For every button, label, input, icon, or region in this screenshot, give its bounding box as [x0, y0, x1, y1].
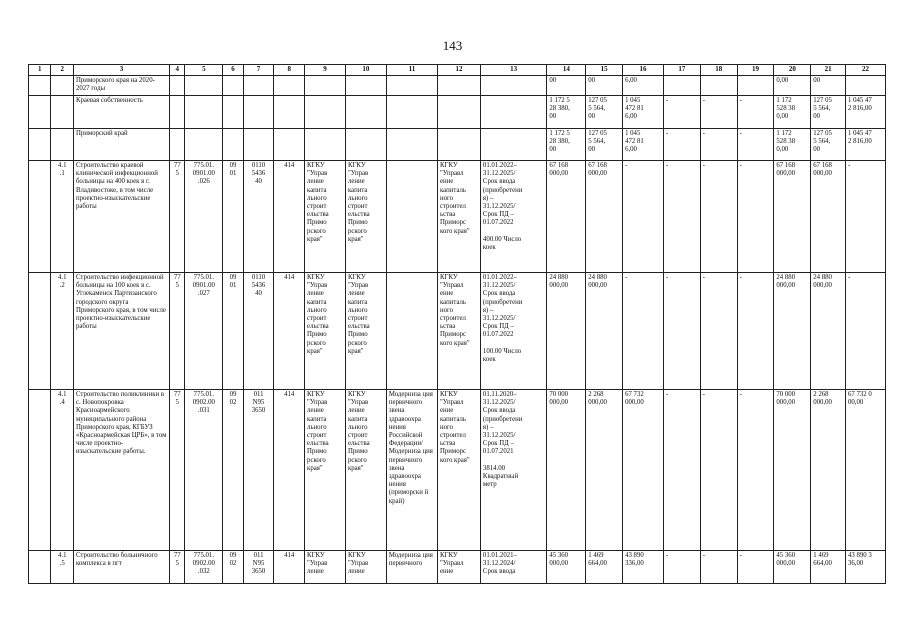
table-cell [29, 390, 51, 551]
table-cell: - [737, 96, 774, 129]
table-cell [185, 96, 223, 129]
table-row [29, 273, 886, 390]
column-header: 12 [437, 65, 480, 76]
table-cell: 414 [274, 161, 305, 273]
table-cell [663, 76, 700, 96]
table-cell: КГКУ "Управ ление капита льного строит ельства Примо рского края" [345, 161, 386, 273]
column-header: 15 [586, 65, 623, 76]
column-header: 18 [700, 65, 737, 76]
table-cell: 1 045 472 81 6,00 [623, 96, 664, 129]
table-cell: 67 732 0 00,00 [845, 390, 885, 551]
table-cell: КГКУ "Управ ление [345, 551, 386, 584]
column-header: 4 [170, 65, 185, 76]
table-cell: 0110 5436 40 [243, 273, 274, 390]
table-cell [51, 129, 73, 161]
column-header: 5 [185, 65, 223, 76]
table-cell: 011 N95 3650 [243, 551, 274, 584]
table-cell: Строительство краевой клинической инфекционной больницы на 400 коек в г. Владивостоке, в том числе проектно-изыскательские работы [73, 161, 169, 273]
table-cell: 24 880 000,00 [811, 273, 846, 390]
table-cell: 2 268 000,00 [586, 390, 623, 551]
table-cell: - [663, 161, 700, 273]
table-cell: - [663, 551, 700, 584]
table-cell [185, 129, 223, 161]
table-cell: КГКУ "Управл ение капиталь ного строител ьства Приморс кого края" [437, 273, 480, 390]
table-cell [480, 96, 546, 129]
table-cell: 414 [274, 273, 305, 390]
table-cell: 1 172 5 28 380, 00 [547, 96, 586, 129]
column-header: 13 [480, 65, 546, 76]
table-cell: 45 360 000,00 [547, 551, 586, 584]
table-cell [185, 76, 223, 96]
table-cell: - [623, 273, 664, 390]
table-cell: 1 172 5 28 380, 00 [547, 129, 586, 161]
table-cell: 1 045 47 2 816,00 [845, 96, 885, 129]
table-cell: 775.01. 0901.00 .027 [185, 273, 223, 390]
table-cell: 01.01.2022– 31.12.2025/ Срок ввода (приобретени я) – 31.12.2025/ Срок ПД – 01.07.2022 400.00 Число коек [480, 161, 546, 273]
table-cell [170, 76, 185, 96]
table-cell [345, 76, 386, 96]
table-cell: 775.01. 0902.00 .031 [185, 390, 223, 551]
table-cell [51, 76, 73, 96]
table-cell: 775.01. 0901.00 .026 [185, 161, 223, 273]
table-cell: КГКУ "Управ ление [305, 551, 346, 584]
table-cell: 00 [586, 76, 623, 96]
column-header: 21 [811, 65, 846, 76]
table-cell [305, 76, 346, 96]
table-cell: 43 890 3 36,00 [845, 551, 885, 584]
table-cell [29, 551, 51, 584]
table-cell: - [700, 551, 737, 584]
table-cell [29, 273, 51, 390]
table-row [29, 161, 886, 273]
table-cell: 24 880 000,00 [586, 273, 623, 390]
table-cell: 4.1 .1 [51, 161, 73, 273]
table-cell: Модерниза ция первичного звена здравоохра нения Российской Федерации/ Модерниза ция первичного звена здравоохра нения (приморски й край) [386, 390, 437, 551]
table-cell: 77 5 [170, 390, 185, 551]
table-cell: КГКУ "Управл ение капиталь ного строител ьства Приморс кого края" [437, 161, 480, 273]
table-cell: 09 02 [223, 390, 243, 551]
column-header: 8 [274, 65, 305, 76]
column-header: 1 [29, 65, 51, 76]
table-cell: 00 [547, 76, 586, 96]
table-cell: 67 168 000,00 [811, 161, 846, 273]
table-cell: 67 732 000,00 [623, 390, 664, 551]
table-cell [480, 76, 546, 96]
table-cell: 6,00 [623, 76, 664, 96]
table-cell [243, 76, 274, 96]
table-cell: - [737, 551, 774, 584]
table-cell [274, 129, 305, 161]
table-cell: 1 172 528 38 0,00 [774, 129, 811, 161]
column-header: 7 [243, 65, 274, 76]
table-cell [386, 76, 437, 96]
table-cell [29, 129, 51, 161]
table-cell: КГКУ "Управл ение [437, 551, 480, 584]
column-header: 17 [663, 65, 700, 76]
table-cell [737, 76, 774, 96]
table-cell [845, 76, 885, 96]
table-cell [437, 96, 480, 129]
table-cell [386, 273, 437, 390]
table-cell: - [663, 390, 700, 551]
table-row [29, 76, 886, 96]
table-cell: - [700, 273, 737, 390]
column-header: 16 [623, 65, 664, 76]
table-cell: - [623, 161, 664, 273]
table-cell: - [700, 390, 737, 551]
table-cell: 09 02 [223, 551, 243, 584]
table-cell: 67 168 000,00 [774, 161, 811, 273]
table-cell [700, 76, 737, 96]
table-cell [223, 76, 243, 96]
table-cell: 414 [274, 551, 305, 584]
table-cell: КГКУ "Управ ление капита льного строит ельства Примо рского края" [305, 390, 346, 551]
table-cell: 2 268 000,00 [811, 390, 846, 551]
table-cell [386, 96, 437, 129]
table-cell [29, 76, 51, 96]
table-cell: 00 [811, 76, 846, 96]
table-cell [29, 161, 51, 273]
table-cell: 01.01.2022– 31.12.2025/ Срок ввода (приобретени я) – 31.12.2025/ Срок ПД – 01.07.2022 100.00 Число коек [480, 273, 546, 390]
column-header: 20 [774, 65, 811, 76]
table-cell: - [737, 161, 774, 273]
table-cell: 09 01 [223, 161, 243, 273]
table-cell [223, 129, 243, 161]
table-cell: 1 469 664,00 [586, 551, 623, 584]
table-cell: Приморский край [73, 129, 169, 161]
column-header: 9 [305, 65, 346, 76]
table-cell [345, 96, 386, 129]
table-row [29, 390, 886, 551]
header-row [29, 65, 886, 76]
table-cell [243, 129, 274, 161]
table-cell: 127 05 5 564, 00 [811, 96, 846, 129]
table-cell: 70 000 000,00 [547, 390, 586, 551]
table-cell: Приморского края на 2020-2027 годы [73, 76, 169, 96]
table-cell: - [700, 129, 737, 161]
table-cell: КГКУ "Управ ление капита льного строит ельства Примо рского края" [345, 273, 386, 390]
table-cell: КГКУ "Управ ление капита льного строит ельства Примо рского края" [345, 390, 386, 551]
table-cell: - [737, 273, 774, 390]
table-row [29, 551, 886, 584]
page-number: 143 [442, 38, 463, 53]
table-cell [345, 129, 386, 161]
table-cell: 414 [274, 390, 305, 551]
table-cell: - [700, 96, 737, 129]
table-cell [386, 161, 437, 273]
table-cell: 127 05 5 564, 00 [586, 129, 623, 161]
table-cell: 775.01. 0902.00 .032 [185, 551, 223, 584]
table-cell: 70 000 000,00 [774, 390, 811, 551]
table-cell [437, 76, 480, 96]
table-cell: КГКУ "Управ ление капита льного строит ельства Примо рского края" [305, 161, 346, 273]
table-cell: - [700, 161, 737, 273]
table-cell: 67 168 000,00 [547, 161, 586, 273]
column-header: 6 [223, 65, 243, 76]
table-row [29, 96, 886, 129]
table-cell [243, 96, 274, 129]
table-row [29, 129, 886, 161]
column-header: 10 [345, 65, 386, 76]
table-cell: - [845, 273, 885, 390]
table-cell: 1 045 472 81 6,00 [623, 129, 664, 161]
table-cell: 011 N95 3650 [243, 390, 274, 551]
table-cell: 0,00 [774, 76, 811, 96]
table-cell: 24 880 000,00 [547, 273, 586, 390]
column-header: 14 [547, 65, 586, 76]
table-cell [170, 96, 185, 129]
column-header: 22 [845, 65, 885, 76]
table-cell: - [737, 390, 774, 551]
table-cell [386, 129, 437, 161]
table-cell: 127 05 5 564, 00 [586, 96, 623, 129]
table-cell: 0110 5436 40 [243, 161, 274, 273]
table-cell: КГКУ "Управ ление капита льного строит ельства Примо рского края" [305, 273, 346, 390]
table-cell: 1 469 664,00 [811, 551, 846, 584]
table-cell [274, 96, 305, 129]
table-cell [170, 129, 185, 161]
table-cell: 4.1 .5 [51, 551, 73, 584]
table-cell [223, 96, 243, 129]
table-cell: 1 172 528 38 0,00 [774, 96, 811, 129]
table-cell [51, 96, 73, 129]
table-cell [274, 76, 305, 96]
table-cell: Строительство больничного комплекса в пгт [73, 551, 169, 584]
column-header: 3 [73, 65, 169, 76]
table-cell: 77 5 [170, 551, 185, 584]
column-header: 19 [737, 65, 774, 76]
table-cell: 1 045 47 2 816,00 [845, 129, 885, 161]
column-header: 11 [386, 65, 437, 76]
table-cell: - [663, 129, 700, 161]
budget-table [28, 64, 886, 584]
table-cell: 43 890 336,00 [623, 551, 664, 584]
table-cell: 24 880 000,00 [774, 273, 811, 390]
table-cell: Строительство поликлиники в с. Новопокровка Красноармейского муниципального района Приморского края, КГБУЗ «Красноармейская ЦРБ», в том числе проектно-изыскательские работы. [73, 390, 169, 551]
table-cell [437, 129, 480, 161]
table-cell: 4.1 .2 [51, 273, 73, 390]
table-cell: - [737, 129, 774, 161]
column-header: 2 [51, 65, 73, 76]
table-cell [305, 96, 346, 129]
table-cell: 01.01.2021– 31.12.2024/ Срок ввода [480, 551, 546, 584]
table-cell: Краевая собственность [73, 96, 169, 129]
table-cell: КГКУ "Управл ение капиталь ного строител ьства Приморс кого края" [437, 390, 480, 551]
table-cell [29, 96, 51, 129]
table-cell: - [663, 273, 700, 390]
table-cell: - [845, 161, 885, 273]
table-cell: 67 168 000,00 [586, 161, 623, 273]
table-cell: 09 01 [223, 273, 243, 390]
table-cell: 4.1 .4 [51, 390, 73, 551]
table-cell [305, 129, 346, 161]
table-cell [480, 129, 546, 161]
table-cell: Строительство инфекционной больницы на 100 коек в с. Углекаменск Партизанского городского округа Приморского края, в том числе проектно-изыскательские работы [73, 273, 169, 390]
table-cell: 77 5 [170, 161, 185, 273]
table-cell: - [663, 96, 700, 129]
table-cell: 01.11.2020– 31.12.2025/ Срок ввода (приобретени я) – 31.12.2025/ Срок ПД – 01.07.2021 3814.00 Квадратный метр [480, 390, 546, 551]
table-cell: 45 360 000,00 [774, 551, 811, 584]
table-cell: 77 5 [170, 273, 185, 390]
table-cell: Модерниза ция первичного [386, 551, 437, 584]
table-cell: 127 05 5 564, 00 [811, 129, 846, 161]
